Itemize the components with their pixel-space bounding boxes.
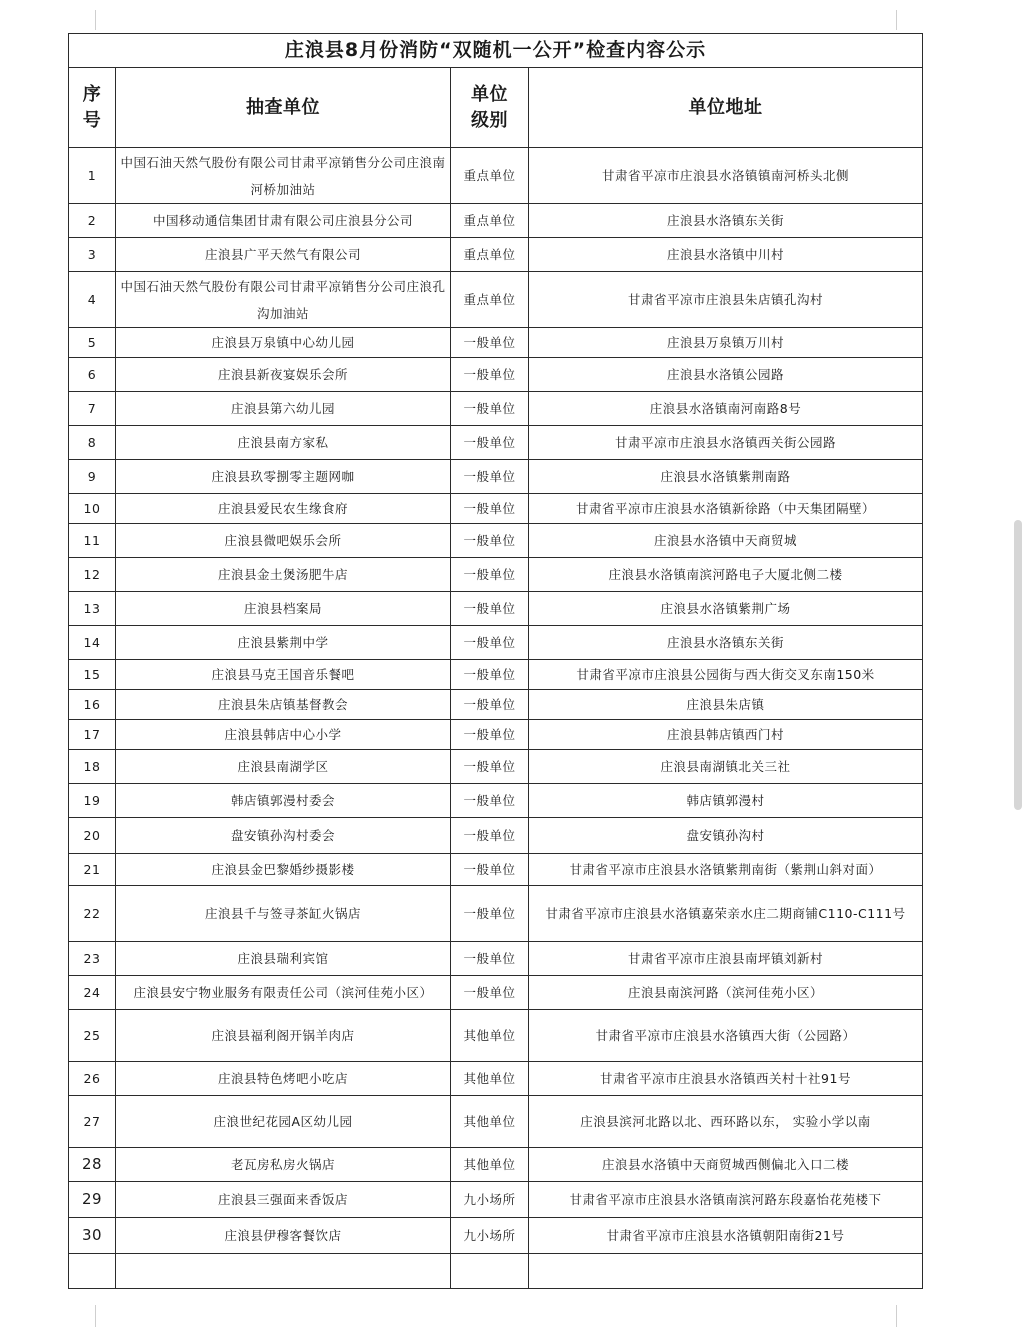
row-address: 庄浪县水洛镇紫荆广场	[529, 592, 923, 626]
table-row	[69, 1096, 923, 1148]
header-address: 单位地址	[529, 68, 923, 148]
row-index: 25	[69, 1010, 116, 1062]
table-row	[69, 272, 923, 328]
row-address: 甘肃省平凉市庄浪县水洛镇紫荆南街（紫荆山斜对面）	[529, 854, 923, 886]
row-index: 21	[69, 854, 116, 886]
row-address: 甘肃省平凉市庄浪县南坪镇刘新村	[529, 942, 923, 976]
row-level: 重点单位	[451, 272, 529, 328]
row-level: 一般单位	[451, 976, 529, 1010]
table-row	[69, 784, 923, 818]
row-unit: 庄浪县瑞利宾馆	[116, 942, 451, 976]
row-level: 其他单位	[451, 1148, 529, 1182]
row-level: 重点单位	[451, 148, 529, 204]
table-row	[69, 690, 923, 720]
table-row	[69, 886, 923, 942]
row-unit: 庄浪县档案局	[116, 592, 451, 626]
row-unit: 庄浪县特色烤吧小吃店	[116, 1062, 451, 1096]
row-unit: 庄浪县万泉镇中心幼儿园	[116, 328, 451, 358]
row-address: 庄浪县水洛镇南河南路8号	[529, 392, 923, 426]
row-unit: 庄浪县金巴黎婚纱摄影楼	[116, 854, 451, 886]
row-address: 庄浪县水洛镇紫荆南路	[529, 460, 923, 494]
row-unit: 老瓦房私房火锅店	[116, 1148, 451, 1182]
table-row	[69, 1218, 923, 1254]
table-row	[69, 1182, 923, 1218]
row-level: 重点单位	[451, 238, 529, 272]
row-unit: 庄浪县韩店中心小学	[116, 720, 451, 750]
row-unit: 中国石油天然气股份有限公司甘肃平凉销售分公司庄浪南河桥加油站	[116, 148, 451, 204]
row-index: 7	[69, 392, 116, 426]
table-row	[69, 328, 923, 358]
row-index: 14	[69, 626, 116, 660]
table-row	[69, 854, 923, 886]
row-index: 10	[69, 494, 116, 524]
table-row	[69, 426, 923, 460]
row-index: 22	[69, 886, 116, 942]
table-row	[69, 460, 923, 494]
header-index: 序号	[69, 68, 116, 148]
row-index: 11	[69, 524, 116, 558]
table-row	[69, 524, 923, 558]
row-unit: 庄浪县爱民农生缘食府	[116, 494, 451, 524]
row-address: 甘肃省平凉市庄浪县水洛镇南滨河路东段嘉怡花苑楼下	[529, 1182, 923, 1218]
row-address: 韩店镇郭漫村	[529, 784, 923, 818]
row-level: 其他单位	[451, 1010, 529, 1062]
row-unit: 庄浪县新夜宴娱乐会所	[116, 358, 451, 392]
row-address: 甘肃省平凉市庄浪县水洛镇镇南河桥头北侧	[529, 148, 923, 204]
row-index: 12	[69, 558, 116, 592]
table-row	[69, 494, 923, 524]
row-address: 甘肃省平凉市庄浪县水洛镇朝阳南街21号	[529, 1218, 923, 1254]
table-row	[69, 1010, 923, 1062]
row-level: 一般单位	[451, 524, 529, 558]
row-address: 盘安镇孙沟村	[529, 818, 923, 854]
row-index: 13	[69, 592, 116, 626]
table-row	[69, 204, 923, 238]
page-corner-mark-bottom-right	[896, 1305, 897, 1327]
row-unit: 庄浪县三强面来香饭店	[116, 1182, 451, 1218]
row-address: 庄浪县南滨河路（滨河佳苑小区）	[529, 976, 923, 1010]
row-unit: 庄浪县南湖学区	[116, 750, 451, 784]
row-address: 甘肃省平凉市庄浪县水洛镇新徐路（中天集团隔壁）	[529, 494, 923, 524]
row-address: 庄浪县水洛镇东关街	[529, 204, 923, 238]
table-row	[69, 720, 923, 750]
row-level: 一般单位	[451, 426, 529, 460]
row-address: 甘肃省平凉市庄浪县朱店镇孔沟村	[529, 272, 923, 328]
row-level: 一般单位	[451, 358, 529, 392]
table-row	[69, 358, 923, 392]
row-level: 九小场所	[451, 1182, 529, 1218]
table-row	[69, 392, 923, 426]
row-index: 8	[69, 426, 116, 460]
table-row	[69, 238, 923, 272]
table-row	[69, 1062, 923, 1096]
row-index: 30	[69, 1218, 116, 1254]
row-address: 庄浪县水洛镇公园路	[529, 358, 923, 392]
header-level: 单位级别	[451, 68, 529, 148]
row-unit: 盘安镇孙沟村委会	[116, 818, 451, 854]
row-level: 一般单位	[451, 886, 529, 942]
row-unit: 庄浪县第六幼儿园	[116, 392, 451, 426]
row-address: 庄浪县水洛镇中天商贸城西侧偏北入口二楼	[529, 1148, 923, 1182]
table-row	[69, 148, 923, 204]
row-level: 一般单位	[451, 328, 529, 358]
row-address: 庄浪县韩店镇西门村	[529, 720, 923, 750]
row-level: 一般单位	[451, 854, 529, 886]
row-index: 24	[69, 976, 116, 1010]
table-row	[69, 976, 923, 1010]
row-address: 庄浪县朱店镇	[529, 690, 923, 720]
vertical-scrollbar[interactable]	[1014, 520, 1022, 810]
table-row	[69, 818, 923, 854]
table-body	[69, 148, 923, 1254]
row-level: 一般单位	[451, 494, 529, 524]
header-row	[69, 68, 923, 148]
row-level: 一般单位	[451, 784, 529, 818]
row-unit: 庄浪县微吧娱乐会所	[116, 524, 451, 558]
row-unit: 中国移动通信集团甘肃有限公司庄浪县分公司	[116, 204, 451, 238]
row-level: 一般单位	[451, 720, 529, 750]
row-index: 3	[69, 238, 116, 272]
row-address: 甘肃省平凉市庄浪县水洛镇西大街（公园路）	[529, 1010, 923, 1062]
row-unit: 庄浪县安宁物业服务有限责任公司（滨河佳苑小区）	[116, 976, 451, 1010]
row-index: 29	[69, 1182, 116, 1218]
row-index: 26	[69, 1062, 116, 1096]
row-index: 9	[69, 460, 116, 494]
row-address: 甘肃省平凉市庄浪县公园街与西大街交叉东南150米	[529, 660, 923, 690]
row-unit: 庄浪世纪花园A区幼儿园	[116, 1096, 451, 1148]
row-index: 20	[69, 818, 116, 854]
row-level: 一般单位	[451, 818, 529, 854]
row-address: 庄浪县水洛镇东关街	[529, 626, 923, 660]
row-address: 庄浪县水洛镇中川村	[529, 238, 923, 272]
table-row	[69, 750, 923, 784]
table-row	[69, 942, 923, 976]
row-level: 其他单位	[451, 1062, 529, 1096]
header-unit: 抽查单位	[116, 68, 451, 148]
row-level: 九小场所	[451, 1218, 529, 1254]
row-unit: 庄浪县紫荆中学	[116, 626, 451, 660]
row-level: 一般单位	[451, 392, 529, 426]
row-index: 15	[69, 660, 116, 690]
row-level: 其他单位	[451, 1096, 529, 1148]
row-index: 17	[69, 720, 116, 750]
row-address: 庄浪县南湖镇北关三社	[529, 750, 923, 784]
row-address: 庄浪县滨河北路以北、西环路以东， 实验小学以南	[529, 1096, 923, 1148]
row-address: 庄浪县水洛镇南滨河路电子大厦北侧二楼	[529, 558, 923, 592]
row-index: 18	[69, 750, 116, 784]
row-unit: 庄浪县朱店镇基督教会	[116, 690, 451, 720]
page-title: 庄浪县8月份消防“双随机一公开”检查内容公示	[69, 34, 923, 68]
row-index: 27	[69, 1096, 116, 1148]
row-unit: 庄浪县福利阁开锅羊肉店	[116, 1010, 451, 1062]
row-address: 甘肃平凉市庄浪县水洛镇西关街公园路	[529, 426, 923, 460]
row-unit: 中国石油天然气股份有限公司甘肃平凉销售分公司庄浪孔沟加油站	[116, 272, 451, 328]
page-corner-mark-bottom-left	[95, 1305, 96, 1327]
row-index: 1	[69, 148, 116, 204]
row-unit: 庄浪县玖零捌零主题网咖	[116, 460, 451, 494]
page-corner-mark-left	[95, 10, 96, 30]
row-unit: 庄浪县金土煲汤肥牛店	[116, 558, 451, 592]
row-index: 19	[69, 784, 116, 818]
empty-row	[69, 1254, 923, 1289]
row-index: 6	[69, 358, 116, 392]
row-unit: 韩店镇郭漫村委会	[116, 784, 451, 818]
title-row	[69, 34, 923, 68]
row-index: 23	[69, 942, 116, 976]
row-unit: 庄浪县千与签寻茶缸火锅店	[116, 886, 451, 942]
row-unit: 庄浪县南方家私	[116, 426, 451, 460]
row-level: 一般单位	[451, 750, 529, 784]
row-address: 甘肃省平凉市庄浪县水洛镇西关村十社91号	[529, 1062, 923, 1096]
row-address: 庄浪县水洛镇中天商贸城	[529, 524, 923, 558]
row-index: 28	[69, 1148, 116, 1182]
row-level: 一般单位	[451, 460, 529, 494]
row-level: 重点单位	[451, 204, 529, 238]
row-address: 庄浪县万泉镇万川村	[529, 328, 923, 358]
row-index: 2	[69, 204, 116, 238]
row-level: 一般单位	[451, 592, 529, 626]
inspection-notice-table	[68, 33, 923, 1289]
row-index: 16	[69, 690, 116, 720]
table-row	[69, 660, 923, 690]
row-level: 一般单位	[451, 626, 529, 660]
row-index: 4	[69, 272, 116, 328]
row-unit: 庄浪县马克王国音乐餐吧	[116, 660, 451, 690]
table-row	[69, 558, 923, 592]
table-row	[69, 626, 923, 660]
row-index: 5	[69, 328, 116, 358]
row-address: 甘肃省平凉市庄浪县水洛镇嘉荣亲水庄二期商铺C110-C111号	[529, 886, 923, 942]
row-level: 一般单位	[451, 660, 529, 690]
page-corner-mark-right	[896, 10, 897, 30]
row-level: 一般单位	[451, 942, 529, 976]
row-unit: 庄浪县伊穆客餐饮店	[116, 1218, 451, 1254]
table-row	[69, 592, 923, 626]
table-row	[69, 1148, 923, 1182]
row-level: 一般单位	[451, 558, 529, 592]
row-level: 一般单位	[451, 690, 529, 720]
row-unit: 庄浪县广平天然气有限公司	[116, 238, 451, 272]
